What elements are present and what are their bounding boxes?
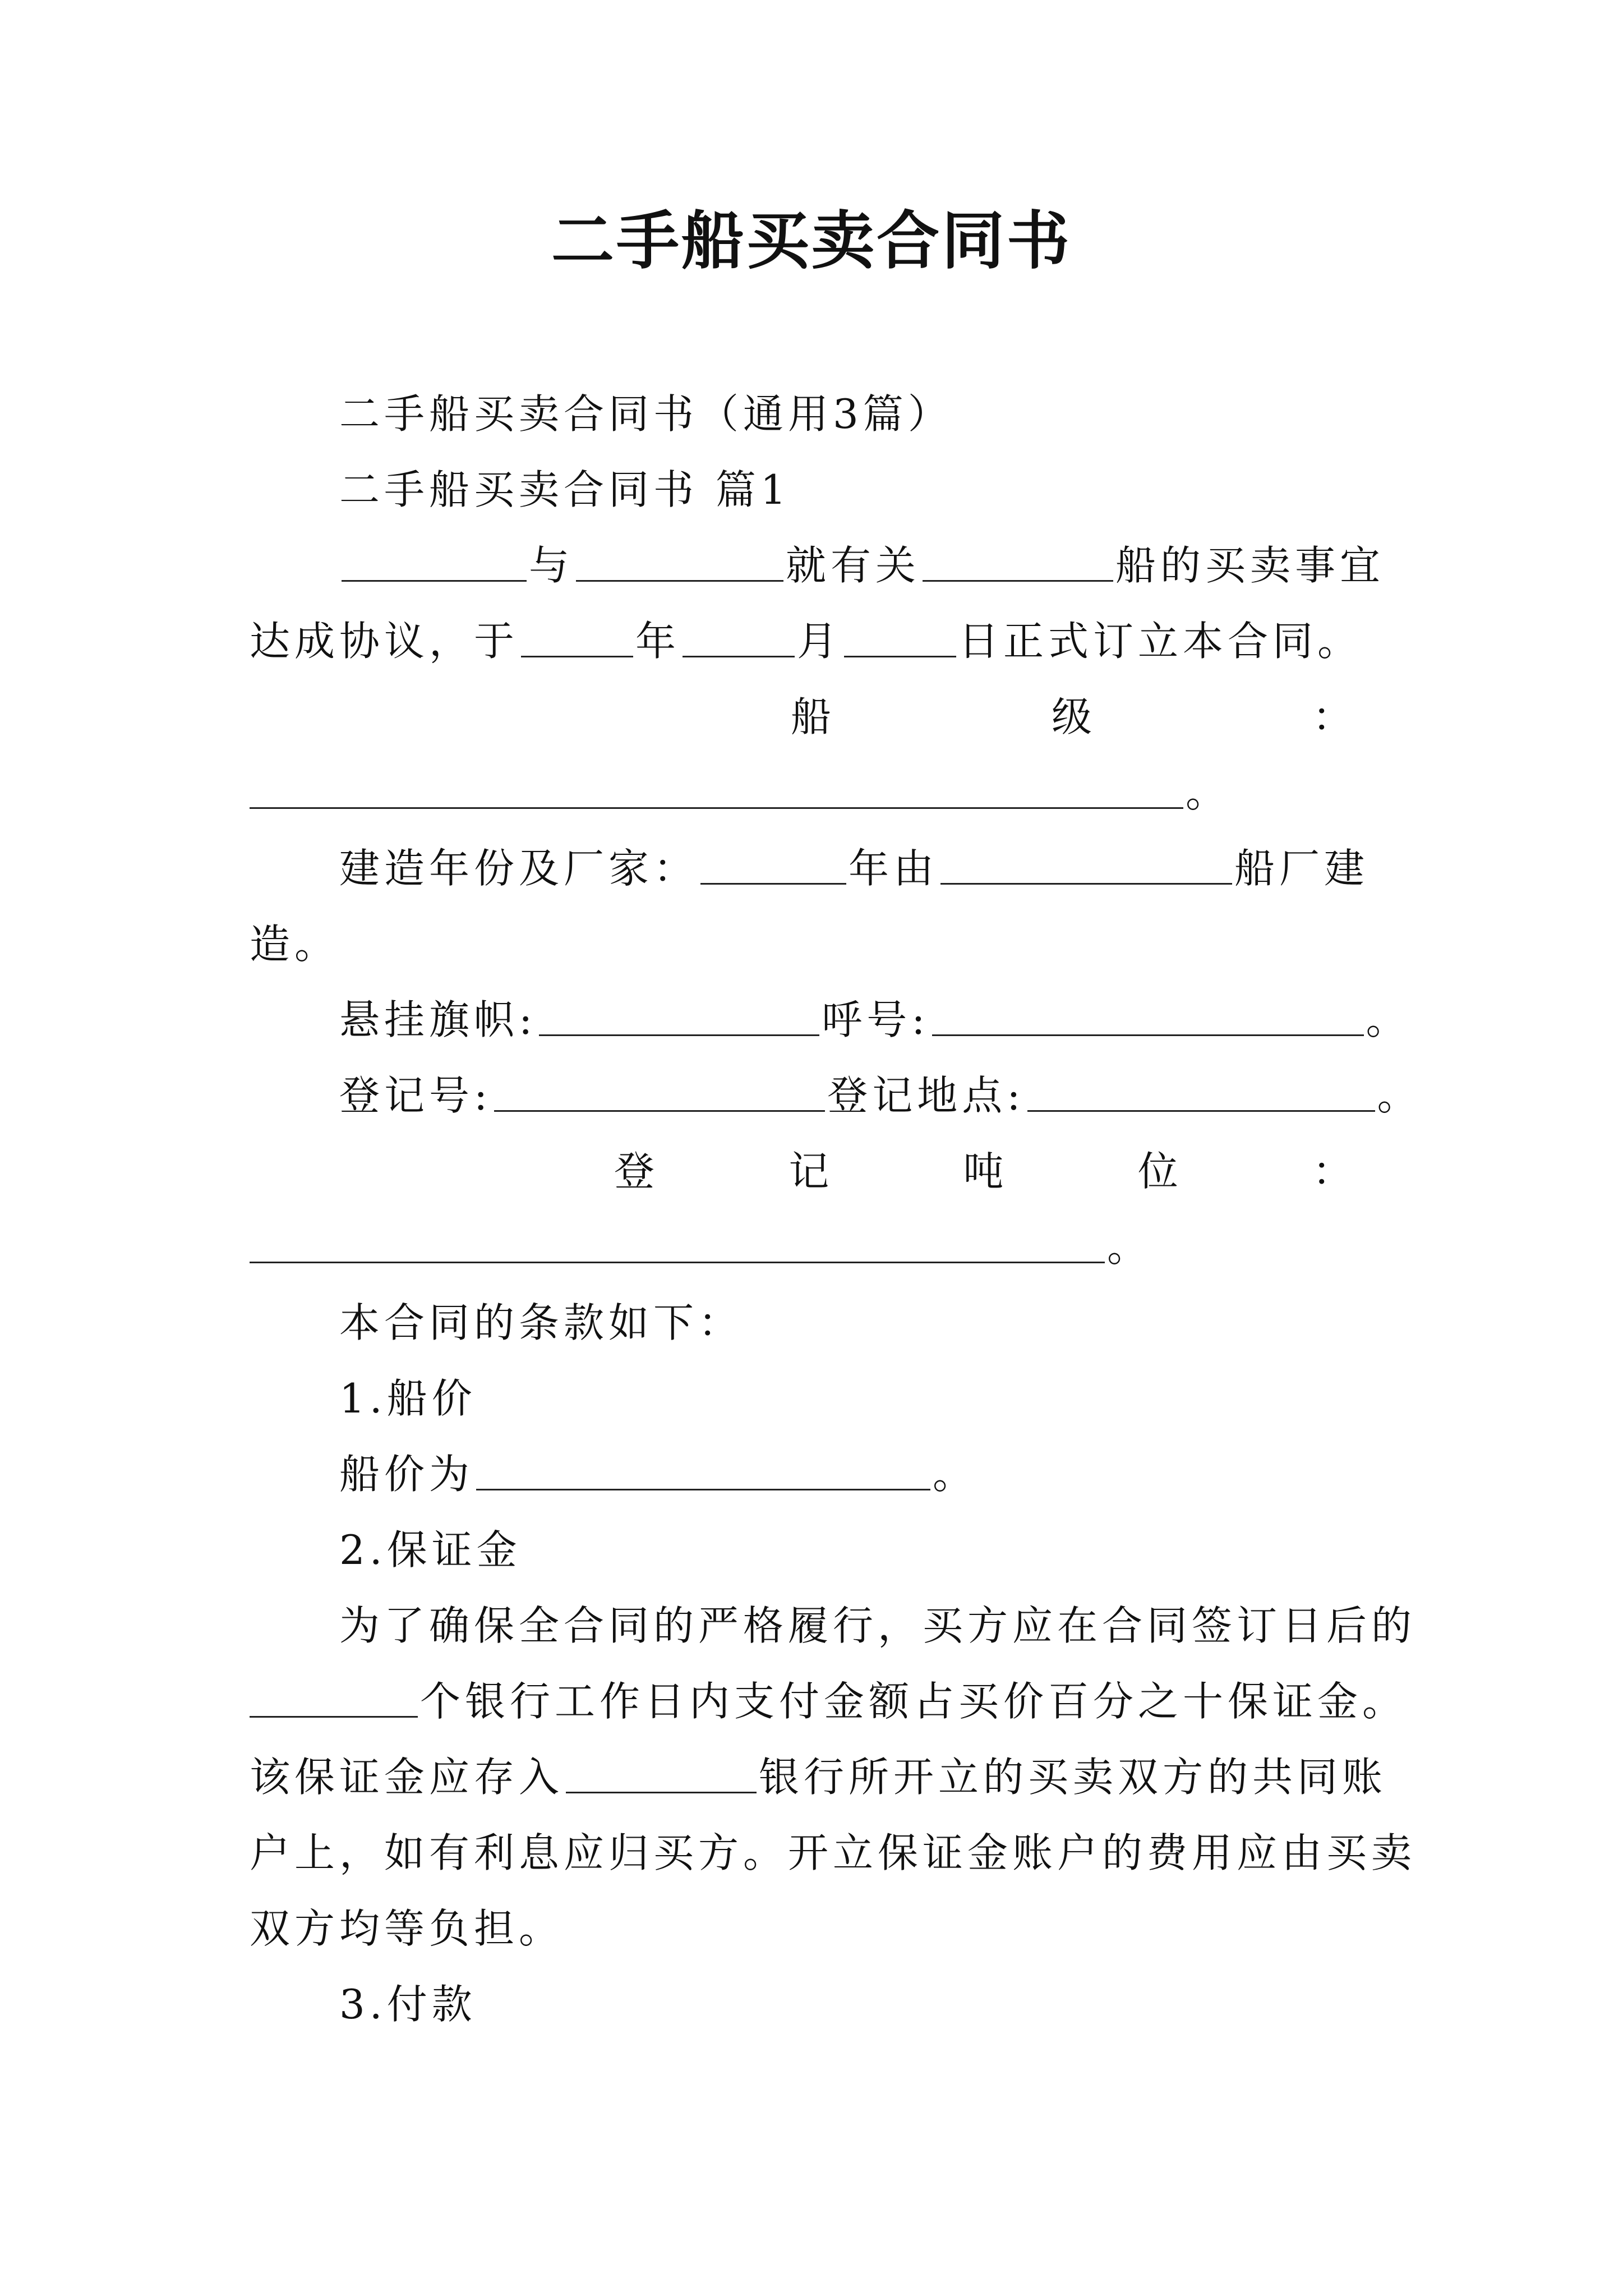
text-call-sign: 呼号: xyxy=(822,996,930,1043)
period: 。 xyxy=(1107,1223,1152,1271)
ship-class-char-3: ： xyxy=(1312,693,1357,740)
text-registration-no: 登记号: xyxy=(339,1072,492,1119)
build-line-cont xyxy=(250,917,1394,971)
text-deposit-3a: 该保证金应存入 xyxy=(250,1754,564,1801)
deposit-line-1 xyxy=(339,1599,1417,1653)
text-deposit-2: 个银行工作日内支付金额占买价百分之十保证金。 xyxy=(420,1678,1408,1725)
text-deposit-1: 为了确保全合同的严格履行，买方应在合同签订日后的 xyxy=(339,1602,1417,1649)
text-deposit-3b: 银行所开立的买卖双方的共同账 xyxy=(759,1754,1387,1801)
text-built: 造。 xyxy=(250,921,340,968)
subtitle: 二手船买卖合同书（通用3篇） xyxy=(339,390,953,438)
ship-class-blank[interactable] xyxy=(250,768,1183,809)
text-shipyard: 船厂建 xyxy=(1234,845,1370,892)
deposit-line-4 xyxy=(250,1826,1417,1880)
ship-class-value-line xyxy=(250,766,1394,820)
tonnage-char-5: ： xyxy=(1312,1148,1357,1195)
clause-2-heading xyxy=(339,1523,1394,1577)
text-terms: 本合同的条款如下： xyxy=(339,1299,744,1346)
tonnage-char-3: 吨 xyxy=(963,1148,1008,1195)
period: 。 xyxy=(1377,1072,1422,1119)
text-clause-2: 2.保证金 xyxy=(339,1526,522,1573)
deposit-line-2 xyxy=(250,1674,1408,1728)
day-blank[interactable] xyxy=(844,616,956,657)
text-agreement: 达成协议，于 xyxy=(250,618,519,665)
ship-class-char-1: 船 xyxy=(791,693,836,740)
ship-class-char-2: 级 xyxy=(1051,693,1096,740)
build-year-blank[interactable] xyxy=(700,844,846,885)
shipyard-blank[interactable] xyxy=(940,844,1232,885)
tonnage-char-1: 登 xyxy=(614,1148,660,1195)
text-with: 与 xyxy=(529,542,574,589)
party-a-blank[interactable] xyxy=(342,541,527,582)
flag-line xyxy=(339,993,1411,1047)
text-sale-matter: 船的买卖事宜 xyxy=(1115,542,1385,589)
section-heading-1 xyxy=(339,463,1394,517)
tonnage-char-4: 位 xyxy=(1137,1148,1183,1195)
clause-1-heading xyxy=(339,1372,1394,1425)
text-deposit-5: 双方均等负担。 xyxy=(250,1905,564,1952)
month-blank[interactable] xyxy=(683,616,795,657)
text-regarding: 就有关 xyxy=(786,542,921,589)
section-heading-text: 二手船买卖合同书 篇1 xyxy=(339,466,791,513)
deposit-line-3 xyxy=(250,1750,1394,1804)
price-line xyxy=(339,1447,1394,1501)
tonnage-value-line xyxy=(250,1220,1394,1274)
text-day-signed: 日正式订立本合同。 xyxy=(958,618,1363,665)
text-clause-3: 3.付款 xyxy=(339,1981,477,2028)
text-year-by: 年由 xyxy=(849,845,939,892)
call-sign-blank[interactable] xyxy=(932,995,1364,1036)
period: 。 xyxy=(933,1451,978,1498)
deposit-line-5 xyxy=(250,1902,1394,1955)
text-build-year-maker: 建造年份及厂家： xyxy=(339,845,699,892)
text-price: 船价为 xyxy=(339,1451,474,1498)
build-line xyxy=(339,841,1394,895)
text-registration-place: 登记地点: xyxy=(827,1072,1025,1119)
price-blank[interactable] xyxy=(476,1450,930,1490)
text-flag: 悬挂旗帜: xyxy=(339,996,537,1043)
period: 。 xyxy=(1366,996,1411,1043)
date-line xyxy=(250,614,1394,668)
text-year: 年 xyxy=(635,618,681,665)
days-blank[interactable] xyxy=(250,1677,418,1718)
bank-blank[interactable] xyxy=(566,1752,757,1793)
tonnage-blank[interactable] xyxy=(250,1222,1105,1263)
clause-3-heading xyxy=(339,1977,1394,2031)
party-b-blank[interactable] xyxy=(576,541,783,582)
text-clause-1: 1.船价 xyxy=(339,1375,477,1422)
text-deposit-4: 户上，如有利息应归买方。开立保证金账户的费用应由买卖 xyxy=(250,1829,1417,1876)
ship-name-blank[interactable] xyxy=(923,541,1113,582)
parties-line xyxy=(339,539,1394,592)
registration-no-blank[interactable] xyxy=(494,1071,825,1112)
registration-place-blank[interactable] xyxy=(1027,1071,1375,1112)
flag-blank[interactable] xyxy=(539,995,819,1036)
tonnage-char-2: 记 xyxy=(789,1148,834,1195)
ship-class-label xyxy=(791,690,1357,744)
registration-line xyxy=(339,1069,1422,1122)
subtitle-line xyxy=(339,387,1394,441)
year-blank[interactable] xyxy=(521,616,633,657)
period: 。 xyxy=(1186,769,1231,816)
text-month: 月 xyxy=(797,618,842,665)
terms-intro xyxy=(339,1296,1394,1350)
document-title: 二手船买卖合同书 xyxy=(551,204,1072,278)
tonnage-label xyxy=(614,1144,1357,1198)
